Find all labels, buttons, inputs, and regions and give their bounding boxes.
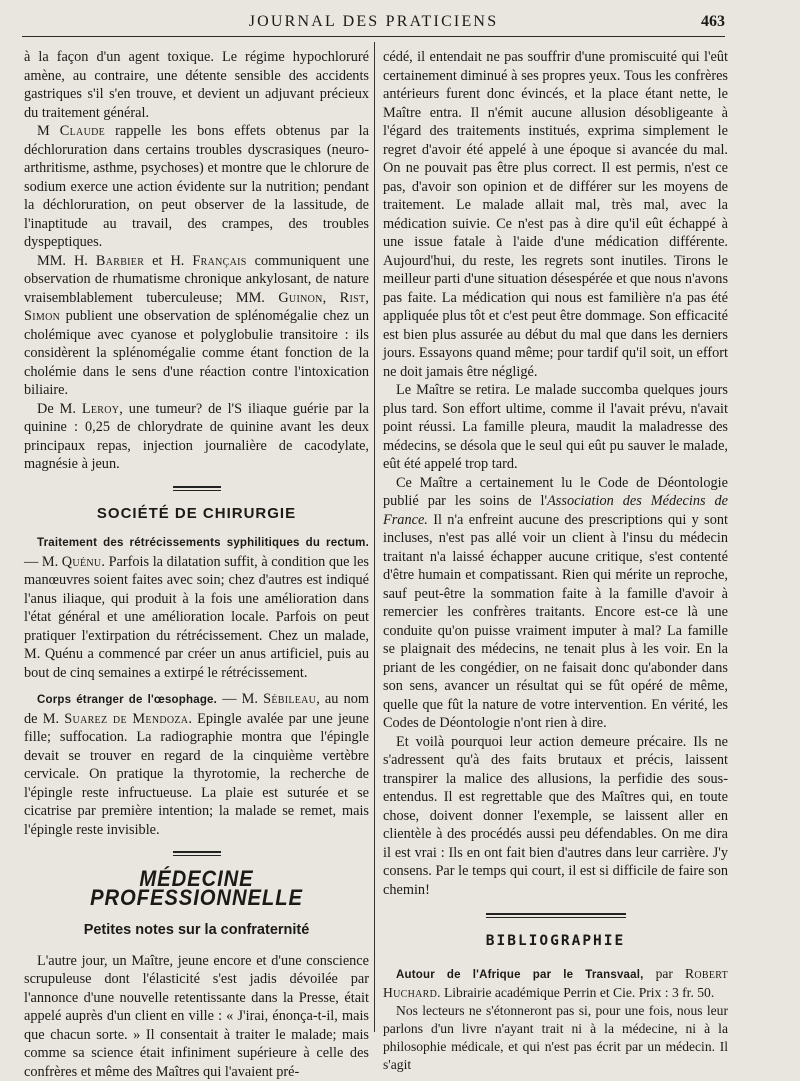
paragraph: Ce Maître a certainement lu le Code de Déontologie publié par les soins de l'Association des Médecins de France. Il n'a enfreint aucune des prescriptions qui y sont incluses, n'est pas allé voir un client à l'insu du médecin traitant n'a laissé échapper aucune critique, s'est contenté d'être humain et compatissant. Rien qui mérite un reproche, sauf peut-être la sommation faite à la famille d'avoir à remercier les confrères traitants. Encore est-ce là une conduite qu'on puisse vraiment imputer à mal? La famille se plaignait des médecins, ne tenait plus à les voir. En la priant de les congédier, on ne faisait donc qu'abonder dans son sens, avancer un résultat qui se fût opéré de même, quelle que fût la nature de votre intervention. En vérité, les Codes de Déontologie n'ont rien à dire.	[383, 474, 728, 733]
paragraph: Corps étranger de l'œsophage. — M. Sébileau, au nom de M. Suarez de Mendoza. Epingle avalée par une jeune fille; suffocation. La radiographie montra que l'épingle devait se trouver en regard de la cinquième vertèbre cervicale. On pratique la thyrotomie, la recherche de l'épingle reste infructueuse. La plaie est suturée et se cicatrise par première intention; la malade se remet, mais l'épingle reste invisible.	[24, 690, 369, 839]
section-separator	[486, 913, 626, 918]
paragraph: Le Maître se retira. Le malade succomba quelques jours plus tard. Son effort ultime, comme il l'avait prévu, n'avait point réussi. La famille pleura, maudit la maladresse des médecins, se désola que le seul qui eût pu sauver le malade, eût été appelé trop tard.	[383, 381, 728, 474]
section-heading: MÉDECINE PROFESSIONNELLE	[38, 870, 355, 907]
section-separator	[173, 851, 221, 856]
section-separator	[173, 486, 221, 491]
section-heading: SOCIÉTÉ DE CHIRURGIE	[24, 505, 369, 524]
paragraph: Nos lecteurs ne s'étonneront pas si, pour une fois, nous leur parlons d'un livre n'ayant trait ni à la médecine, ni à la philosophie médicale, et qui n'est pas écrit par un médecin. Il s'agit	[383, 1002, 728, 1074]
paragraph: à la façon d'un agent toxique. Le régime hypochloruré amène, au contraire, une détente sensible des accidents gastriques s'il s'en trouve, et devient un adjuvant précieux du traitement général.	[24, 48, 369, 122]
page-number: 463	[701, 13, 725, 31]
rubric: Traitement des rétrécissements syphilitiques du rectum.	[37, 537, 369, 549]
journal-title: JOURNAL DES PRATICIENS	[22, 13, 725, 31]
rubric: Corps étranger de l'œsophage.	[37, 694, 217, 706]
running-header	[22, 10, 725, 37]
paragraph: Traitement des rétrécissements syphilitiques du rectum. — M. Quénu. Parfois la dilatation suffit, à condition que les manœuvres soient faites avec soin; chez d'autres est indiqué l'anus iliaque, qui produit à la fois une amélioration dans l'état général et une amélioration locale. Parfois on peut pratiquer l'extirpation du rétrécissement. Chez un malade, M. Quénu a commencé par créer un anus artificiel, puis au bout de cinq semaines a extirpé le rétrécissement.	[24, 533, 369, 682]
paragraph: De M. Leroy, une tumeur? de l'S iliaque guérie par la quinine : 0,25 de chlorydrate de quinine avant les deux principaux repas, injection journalière de cacodylate, magnésie à jeun.	[24, 400, 369, 474]
bibliography-entry: Autour de l'Afrique par le Transvaal, par Robert Huchard. Librairie académique Perrin et Cie. Prix : 3 fr. 50.	[383, 965, 728, 1002]
right-column	[383, 48, 728, 1038]
rubric: Autour de l'Afrique par le Transvaal,	[396, 969, 644, 981]
article-title: Petites notes sur la confraternité	[24, 921, 369, 940]
italic-title: Association des Médecins de France.	[383, 493, 728, 528]
paragraph: cédé, il entendait ne pas souffrir d'une promiscuité qui l'eût certainement diminué à ses propres yeux. Tous les confrères antérieurs furent donc évincés, et la place étant nette, le Maître entra. Il n'émit aucune allusion désobligeante à l'égard des traitements institués, exprima simplement le regret d'avoir été appelé à une époque si avancée du mal. On ne pouvait pas être plus correct. Il est permis, n'est ce pas, d'avoir son opinion et de différer sur les moyens de traitement. Le malade allait mal, très mal, avec la médication suivie. Ce n'est pas à dire qu'il eût échappé à une issue fatale à l'aide d'une médication différente. Aujourd'hui, du reste, les regrets sont inutiles. Tirons le meilleur parti d'une situation désespérée et que nous n'avons pas faite. La médication qui nous est familière n'a pas été appliquée plus tôt et c'est peut être dommage. Son efficacité est bien plus assurée au début du mal que dans les derniers jours. Essayons quand même; pour tardif qu'il soit, un effort ne doit jamais être négligé.	[383, 48, 728, 381]
paragraph: Et voilà pourquoi leur action demeure précaire. Ils ne s'adressent qu'à des faits brutaux et précis, laissent transpirer la malice des allusions, la perfidie des sous-entendus. Il est regrettable que des Maîtres qui, en toute chose, doivent donner l'exemple, se laissent aller en clientèle à des procédés aussi peu défendables. On me dira il est vrai : Ils en ont fait bien d'autres dans leur carrière. J'y consens. Par le temps qui court, il est si difficile de faire son chemin!	[383, 733, 728, 900]
section-heading: BIBLIOGRAPHIE	[383, 932, 728, 951]
paragraph: L'autre jour, un Maître, jeune encore et d'une conscience scrupuleuse dont l'élasticité s'est jadis dévoilée par l'annonce d'une nouvelle retentissante dans la Presse, était appelé auprès d'un client en ville : « J'irai, énonça-t-il, mais que chacun sorte. » Il consentait à traiter le malade; mais comme sa science était infiniment supérieure à celle des confrères et même des Maîtres qui l'avaient pré-	[24, 952, 369, 1081]
paragraph: M Claude rappelle les bons effets obtenus par la déchloruration dans certains troubles dyscrasiques (neuro-arthritisme, asthme, psychoses) et montre que le chlorure de sodium exerce une action évidente sur la nutrition; pendant la déchloruration, on peut observer de la lassitude, de l'inaptitude au travail, des crampes, des troubles dyspeptiques.	[24, 122, 369, 252]
column-divider	[374, 42, 375, 1032]
left-column	[24, 48, 369, 1038]
paragraph: MM. H. Barbier et H. Français communiquent une observation de rhumatisme chronique ankylosant, de nature vraisemblablement tuberculeuse; MM. Guinon, Rist, Simon publient une observation de splénomégalie chez un cholémique avec cyanose et polyglobulie transitoire : ils considèrent la splénomégalie comme étant fonction de la cholémie dans le sens d'une réaction contre l'intoxication biliaire.	[24, 252, 369, 400]
author-name: Claude	[60, 123, 105, 139]
